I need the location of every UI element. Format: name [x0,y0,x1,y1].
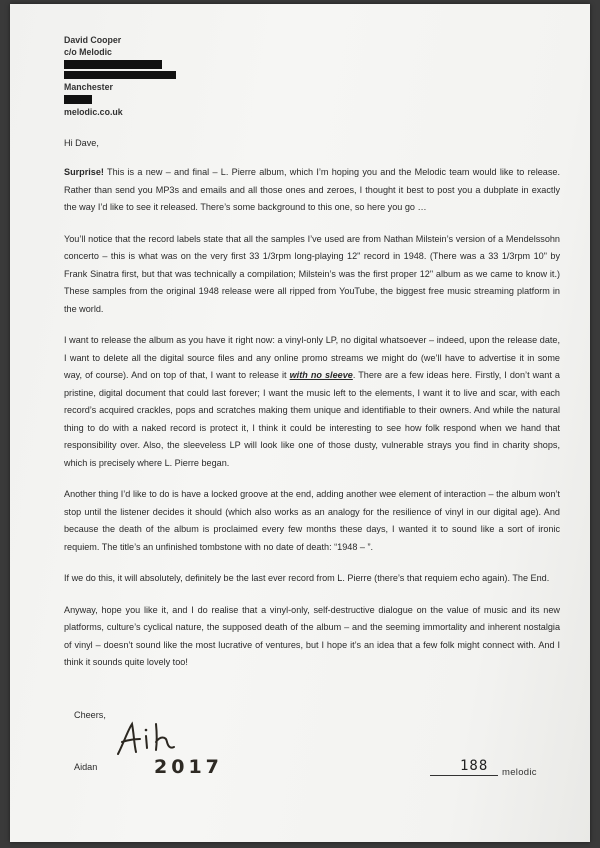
paragraph-5: If we do this, it will absolutely, definitely be the last ever record from L. Pierre (there’s that requiem echo again). The End. [64,573,550,583]
letter-body [64,34,560,686]
paragraph-3 [64,332,560,472]
paragraph-2: You’ll notice that the record labels state that all the samples I’ve used are from Nathan Milstein’s version of a Mendelssohn concerto – this is what was on the very first 33 1/3rpm long-playing 12" record in 1948. (There was a 33 1/3rpm 10" by Frank Sinatra first, but that was technically a compilation; Milstein’s was the first proper 12" album as we came to know it.) These samples from the original 1948 release were all ripped from YouTube, the biggest free music streaming platform in the world. [64,233,560,314]
signoff-name: Aidan [74,762,98,772]
recipient-city: Manchester [64,82,113,92]
recipient-name: David Cooper [64,35,122,45]
recipient-website: melodic.co.uk [64,106,123,117]
edition-number-block [430,754,590,778]
paragraph-1-lead: Surprise! [64,167,104,177]
paragraph-1-text: This is a new – and final – L. Pierre album, which I’m hoping you and the Melodic team would like to release. Rather than send you MP3s and emails and all those ones and zeroes, I thought it best to post you a dubplate in exactly the way I’d like to see it released. There’s some background to this one, so here you go … [64,167,560,212]
paragraph-4: Another thing I’d like to do is have a locked groove at the end, adding another wee element of interaction – the album won’t stop until the listener decides it should (which also works as an analogy for the resilience of vinyl in our digital age). And because the death of the album is proclaimed every few months these days, I wanted it to sound like a sort of ironic requiem. The title’s an unfinished tombstone with no date of death: “1948 – ”. [64,489,560,552]
paragraph-3-after: . There are a few ideas here. Firstly, I don’t want a pristine, digital document that could last forever; I want the music left to the elements, I want it to live and scar, with each record’s acquired crackles, pops and scratches making them unique and identifiable to their owners. And while the natural thing to do with a naked record is protect it, I think it could be interesting to see how folk respond when we hand that responsibility over. Also, the sleeveless LP will look like one of those dusty, vulnerable strays you find in charity shops, which is precisely where L. Pierre began. [64,370,560,468]
redacted-line-2 [64,71,176,80]
redacted-line-1 [64,60,162,69]
salutation: Hi Dave, [64,137,99,148]
signature-scribble [110,720,190,758]
redacted-line-3 [64,95,92,104]
recipient-co: c/o Melodic [64,47,112,57]
closing: Cheers, [74,710,106,720]
paragraph-6: Anyway, hope you like it, and I do realise that a vinyl-only, self-destructive dialogue on the value of music and its new platforms, culture’s cyclical nature, the supposed death of the album – and the seeming immortality and inherent nostalgia of vinyl – doesn’t sound like the most lucrative of ventures, but I hope it’s an idea that a few folk might connect with. And I think it sounds quite lovely too! [64,604,560,667]
number-underline [430,775,498,776]
label-name: melodic [502,767,537,778]
signature-area [74,710,574,790]
handwritten-year: 2017 [154,756,223,778]
address-block [64,34,560,118]
paragraph-1 [64,164,560,217]
paragraph-3-emphasis: with no sleeve [289,370,353,380]
paragraph-3-before: I want to release the album as you have it right now: a vinyl-only LP, no digital whatsoever – indeed, upon the release date, I want to delete all the digital source files and any online promo streams we might do (we’ll have to advertise it in some way, of course). And on top of that, I want to release it [64,335,560,380]
edition-number: 188 [460,758,489,774]
letter-paper [10,4,590,842]
